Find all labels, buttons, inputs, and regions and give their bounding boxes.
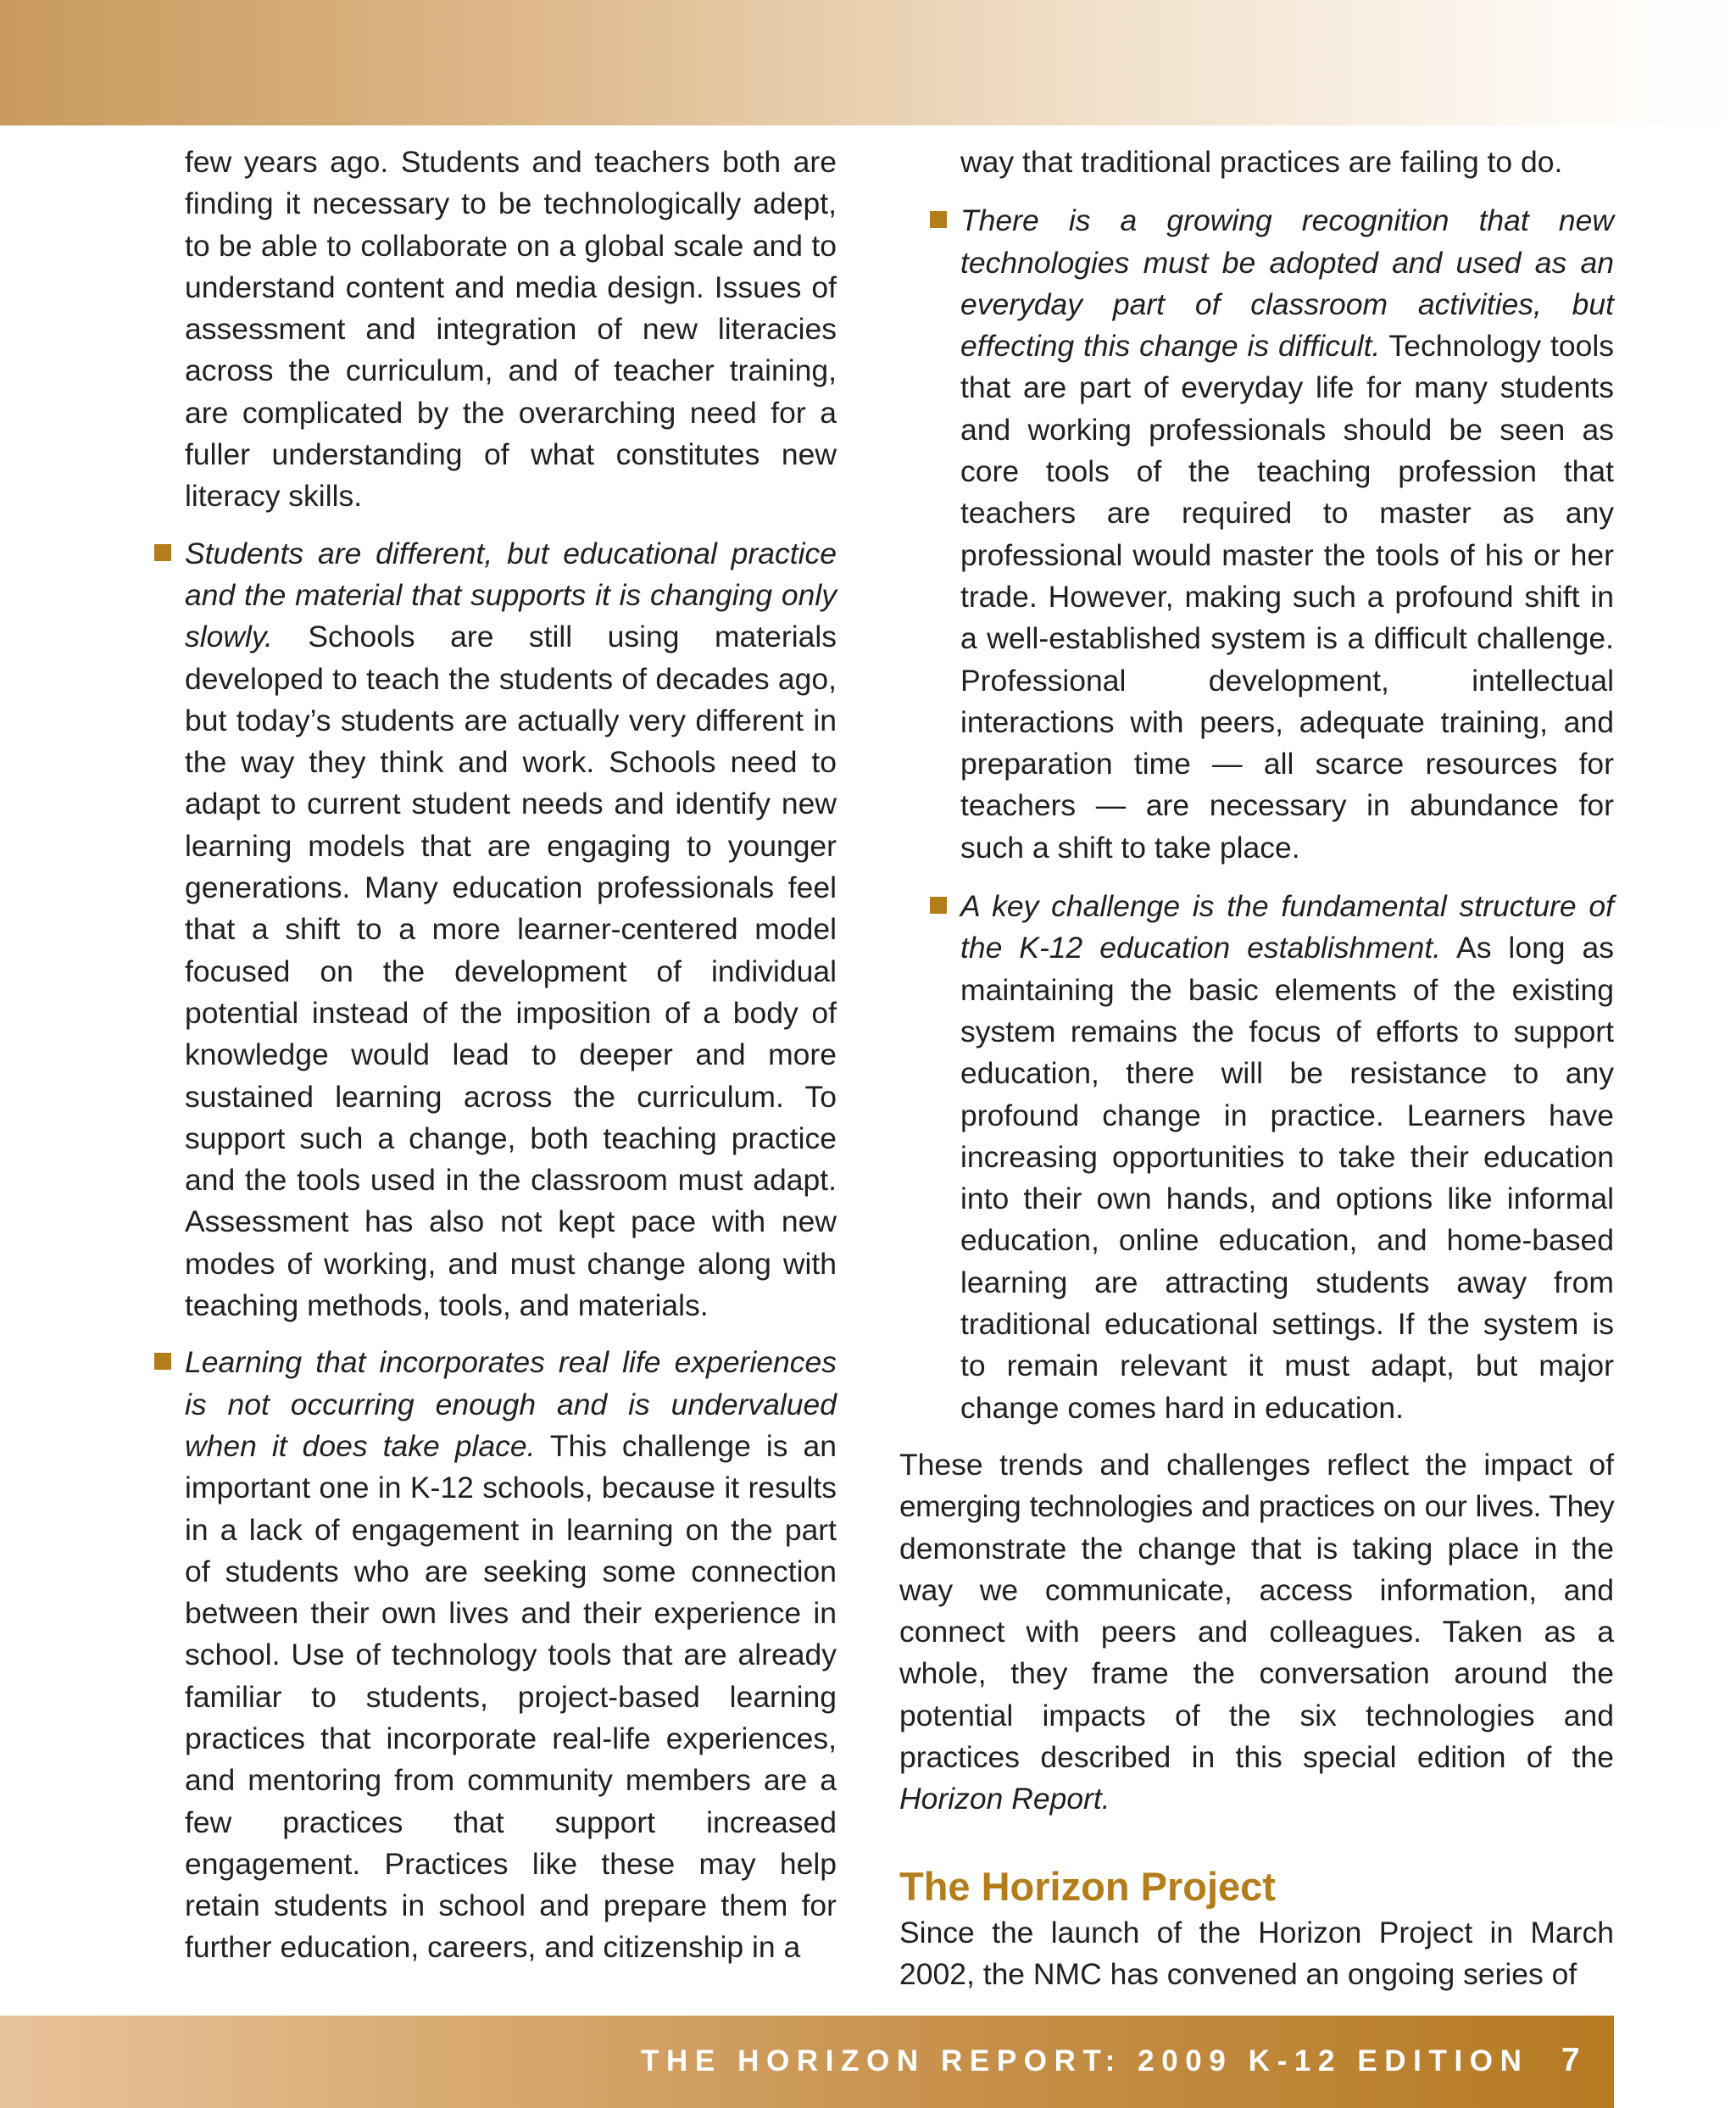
bullet-students-different: [154, 533, 837, 1327]
bullet-text: Schools are still using materials developed to teach the students of decades ago, but today’s students are actually very different in the way they think and work. Schools need to adapt to current student needs and identify new learning models that are engaging to younger generations. Many education professionals feel that a shift to a more learner-centered model focused on the development of individual potential instead of the imposition of a body of knowledge would lead to deeper and more sustained learning across the curriculum. To support such a change, both teaching practice and the tools used in the classroom must adapt. Assessment has also not kept pace with new modes of working, and must change along with teaching methods, tools, and materials.: [185, 620, 837, 1323]
bullet-text: As long as maintaining the basic elements of the existing system remains the focus of efforts to support education, there will be resistance to any profound change in practice. Learners have increasing opportunities to take their education into their own hands, and options like informal education, online education, and home-based learning are attracting students away from traditional educational settings. If the system is to remain relevant it must adapt, but major change comes hard in education.: [960, 931, 1614, 1425]
bullet-lead: Students are different, but educational practice and the material that supports it is changing only slowly.: [185, 536, 837, 654]
left-column: [154, 142, 837, 1969]
bullet-text: Technology tools that are part of everyday life for many students and working professionals should be seen as core tools of the teaching profession that teachers are required to master as any professional would master the tools of his or her trade. However, making such a profound shift in a well-established system is a difficult challenge. Professional development, intellectual interactions with peers, adequate training, and preparation time — all scarce resources for teachers — are necessary in abundance for such a shift to take place.: [960, 329, 1615, 865]
summary-text: demonstrate the change that is taking place in the way we communicate, access information, and connect with peers and colleagues. Taken as a whole, they frame the conversation around the potential impacts of the six technologies and practices described in this special edition of the: [899, 1531, 1614, 1774]
page-number: 7: [1561, 2042, 1580, 2078]
section-heading: The Horizon Project: [899, 1863, 1276, 1909]
bullet-real-life-learning: [154, 1342, 837, 1968]
square-bullet-icon: [930, 211, 947, 228]
continued-bullet-text: way that traditional practices are failing to do.: [960, 145, 1563, 179]
bullet-text: This challenge is an important one in K-12 schools, because it results in a lack of engagement in learning on the part of students who are seeking some connection between their own lives and their experience in school. Use of technology tools that are already familiar to students, project-based learning practices that incorporate real-life experiences, and mentoring from community members are a few practices that support increased engagement. Practices like these may help retain students in school and prepare them for further education, careers, and citizenship in a: [185, 1428, 837, 1965]
summary-text: emerging technologies and practices on our lives. They: [899, 1489, 1614, 1524]
bullet-k12-structure: [899, 886, 1614, 1429]
bullet-growing-recognition: [899, 200, 1614, 869]
section-intro: Since the launch of the Horizon Project in March 2002, the NMC has convened an ongoing series of: [899, 1915, 1614, 1991]
summary-paragraph: [899, 1444, 1614, 1821]
report-name: Horizon Report.: [899, 1782, 1110, 1816]
bullet-lead: There is a growing recognition that new technologies must be adopted and used as an everyday part of classroom activities, but effecting this change is difficult.: [960, 203, 1614, 364]
square-bullet-icon: [930, 897, 947, 914]
square-bullet-icon: [154, 544, 171, 561]
bullet-lead: A key challenge is the fundamental structure of the K-12 education establishment.: [960, 889, 1614, 965]
bullet-lead: Learning that incorporates real life experiences is not occurring enough and is undervalued when it does take place.: [185, 1345, 837, 1463]
right-column: [899, 142, 1614, 1995]
footer-band: [0, 2016, 1614, 2108]
summary-text: These trends and challenges reflect the impact of: [899, 1447, 1614, 1482]
continued-paragraph: few years ago. Students and teachers both are finding it necessary to be technologically adept, to be able to collaborate on a global scale and to understand content and media design. Issues of assessment and integration of new literacies across the curriculum, and of teacher training, are complicated by the overarching need for a fuller understanding of what constitutes new literacy skills.: [185, 145, 837, 514]
header-band: [0, 0, 1736, 125]
square-bullet-icon: [154, 1353, 171, 1370]
footer-title: THE HORIZON REPORT: 2009 K-12 EDITION: [641, 2044, 1529, 2077]
